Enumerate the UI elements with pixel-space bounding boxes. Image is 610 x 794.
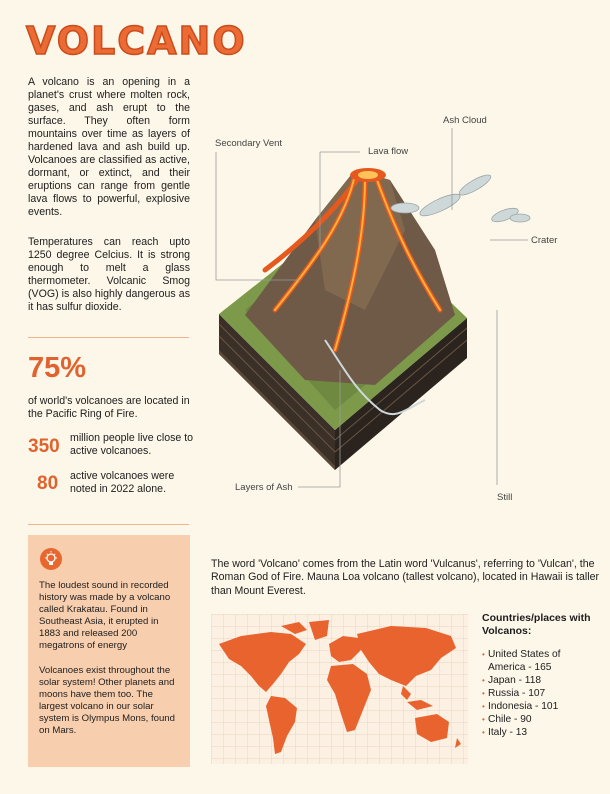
list-item: • Italy - 13 [482,726,600,739]
list-item: • Russia - 107 [482,687,600,700]
fun-fact-2: Volcanoes exist throughout the solar system! Other planets and moons have them too. The largest volcano in our solar system is Olympus Mons, found on Mars. [39,665,175,736]
countries-list [482,648,600,739]
label-secondary-vent: Secondary Vent [215,138,283,149]
stat-desc: active volcanoes were noted in 2022 alone. [70,470,175,495]
label-layers-of-ash: Layers of Ash [235,482,293,493]
world-map [211,614,468,764]
stat-desc: million people live close to active volcanoes. [70,432,194,457]
list-item: • United States of America - 165 [482,648,600,674]
fun-fact-1: The loudest sound in recorded history was made by a volcano called Krakatau. Found in Southeast Asia, it erupted in 1883 and released 200 megatrons of energy [39,580,171,651]
list-item: • Chile - 90 [482,713,600,726]
label-crater: Crater [531,235,558,246]
stat-main-value: 75% [28,352,87,384]
label-still: Still [497,492,513,503]
countries-title: Countries/places with Volcanos: [482,612,591,637]
etymology-fact: The word 'Volcano' comes from the Latin word 'Vulcanus', referring to 'Vulcan', the Roman God of Fire. Mauna Loa volcano (tallest volcano), located in Hawaii is taller than Mount Everest. [211,558,600,597]
label-ash-cloud: Ash Cloud [443,115,487,126]
temperature-text: Temperatures can reach upto 1250 degree Celcius. It is strong enough to melt a glass thermometer. Volcanic Smog (VOG) is also highly dangerous as it has sulfur dioxide. [28,236,190,313]
page-title: VOLCANO [26,19,247,63]
list-item: • Japan - 118 [482,674,600,687]
list-item: • Indonesia - 101 [482,700,600,713]
stat-main-desc: of world's volcanoes are located in the Pacific Ring of Fire. [28,395,190,420]
stat-value: 350 [28,436,60,457]
stat-value: 80 [37,473,59,494]
label-lava-flow: Lava flow [368,146,409,157]
intro-text: A volcano is an opening in a planet's crust where molten rock, gases, and ash erupt to the surface. They often form mountains over time as layers of hardened lava and ash build up. Volcanoes are classified as active, dormant, or extinct, and their eruptions can range from gentle lava flows to powerful, explosive events. [28,76,190,218]
